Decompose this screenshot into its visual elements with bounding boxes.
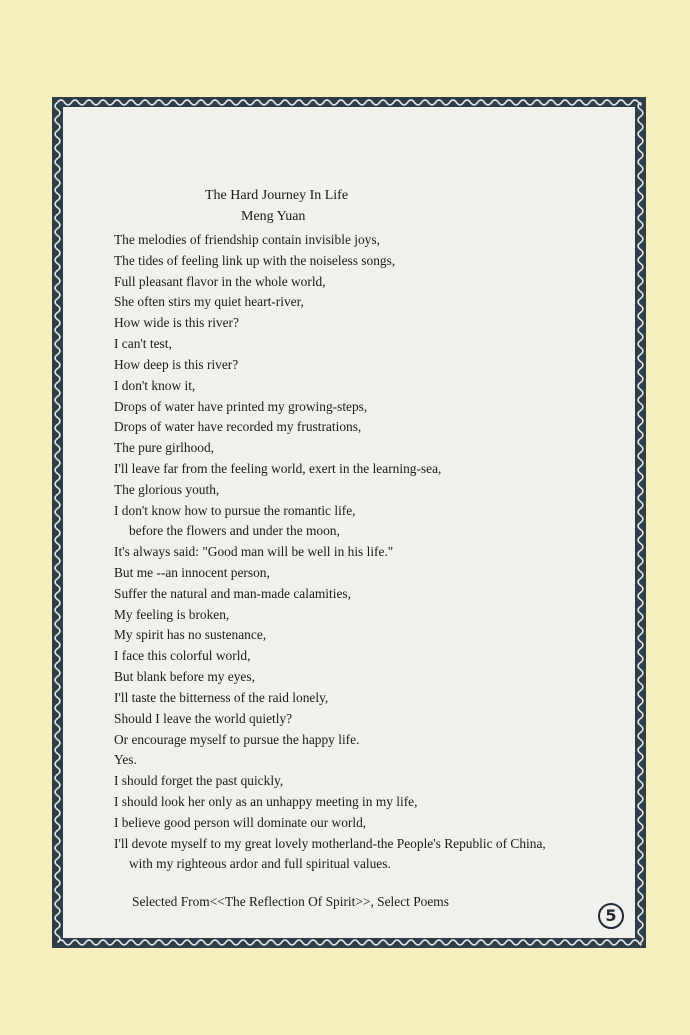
poem-line: Yes. [114, 752, 137, 768]
poem-line: I face this colorful world, [114, 648, 251, 664]
poem-line: Full pleasant flavor in the whole world, [114, 273, 326, 289]
poem-line: But me --an innocent person, [114, 565, 270, 580]
poem-lines [114, 230, 546, 875]
poem-line: I'll devote myself to my great lovely motherland-the People's Republic of China, [114, 835, 546, 851]
poem-line: I don't know how to pursue the romantic life, [114, 502, 356, 518]
poem-author: Meng Yuan [241, 209, 306, 224]
poem-line: The melodies of friendship contain invisible joys, [114, 232, 380, 247]
poem-line: It's always said: "Good man will be well in his life." [114, 544, 394, 560]
poem-line: The glorious youth, [114, 481, 220, 497]
poem-line: I'll leave far from the feeling world, exert in the learning-sea, [114, 460, 442, 476]
poem-line: I can't test, [114, 336, 172, 352]
poem-line: Drops of water have printed my growing-steps, [114, 398, 368, 414]
poem-line: But blank before my eyes, [114, 669, 255, 685]
poem-line: I should look her only as an unhappy meeting in my life, [114, 793, 418, 809]
poem-line: Drops of water have recorded my frustrations, [114, 419, 362, 435]
poem-line: My feeling is broken, [114, 606, 230, 622]
poem-line: Should I leave the world quietly? [114, 710, 293, 726]
poem-credit: Selected From<<The Reflection Of Spirit>>, Select Poems [132, 894, 449, 909]
poem-line: How wide is this river? [114, 315, 239, 331]
poem-line: I don't know it, [114, 377, 196, 393]
poem-line: before the flowers and under the moon, [129, 523, 340, 539]
poem-line: I should forget the past quickly, [114, 773, 284, 789]
poem-line: Or encourage myself to pursue the happy life. [114, 731, 360, 747]
poem-line: The tides of feeling link up with the noiseless songs, [114, 252, 396, 268]
poem-title: The Hard Journey In Life [205, 188, 349, 203]
poem-line: I believe good person will dominate our world, [114, 814, 367, 830]
poem-line: She often stirs my quiet heart-river, [114, 294, 304, 310]
poem-line: with my righteous ardor and full spiritual values. [129, 856, 391, 872]
poem-line: My spirit has no sustenance, [114, 627, 267, 643]
poem-line: I'll taste the bitterness of the raid lonely, [114, 689, 329, 705]
poem-line: Suffer the natural and man-made calamities, [114, 585, 351, 601]
poem-line: How deep is this river? [114, 356, 239, 372]
page-number-badge: 5 [598, 903, 624, 929]
poem-line: The pure girlhood, [114, 440, 215, 456]
poem-page [63, 107, 635, 938]
